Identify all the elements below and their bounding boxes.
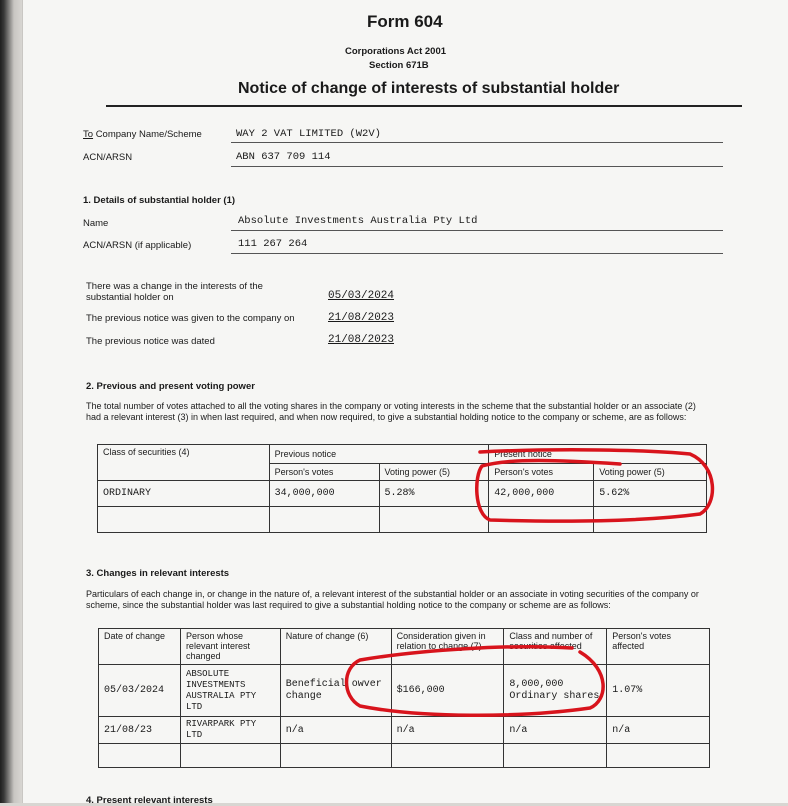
change-date-value: 05/03/2024 <box>328 290 395 302</box>
class-cell: ORDINARY <box>98 481 270 507</box>
section2-paragraph: The total number of votes attached to all the voting shares in the company or voting interests in the scheme that the substantial holder or an associate (2) had a relevant interest (3) in when last required, and when now required, to give a substantial holding notice to the company or scheme, are as follows: <box>86 401 696 422</box>
page-edge-shadow <box>0 0 22 803</box>
table-row <box>98 481 707 507</box>
holder-name-value: Absolute Investments Australia Pty Ltd <box>238 215 478 227</box>
form-number: Form 604 <box>367 12 443 31</box>
table-row-empty <box>98 507 707 533</box>
pres-votes-cell: 42,000,000 <box>489 481 594 507</box>
col-class-number-header: Class and number of securities affected <box>504 629 607 665</box>
acn-label: ACN/ARSN <box>83 152 133 163</box>
class-number-cell: 8,000,000 Ordinary shares <box>504 665 607 717</box>
to-label: To Company Name/Scheme <box>83 129 202 140</box>
document-page <box>22 0 788 806</box>
change-date-label: There was a change in the interests of the substantial holder on <box>86 281 263 303</box>
prev-power-cell: 5.28% <box>379 481 489 507</box>
prev-power-header: Voting power (5) <box>379 464 489 481</box>
changes-table <box>98 628 710 768</box>
col-person-header: Person whose relevant interest changed <box>180 629 280 665</box>
pres-votes-header: Person's votes <box>489 464 594 481</box>
voting-power-table <box>97 444 707 533</box>
col-consideration-header: Consideration given in relation to change (7) <box>391 629 504 665</box>
holder-name-line <box>231 230 723 231</box>
prev-votes-header: Person's votes <box>269 464 379 481</box>
col-nature-header: Nature of change (6) <box>280 629 391 665</box>
company-name-line <box>231 142 723 143</box>
section3-paragraph: Particulars of each change in, or change in the nature of, a relevant interest of the substantial holder or an associate in voting securities of the company or scheme, since the substantial holder was last required to give a substantial holding notice to the company or scheme are as follows: <box>86 589 699 610</box>
nature-cell: Beneficial owver change <box>280 665 391 717</box>
date-cell: 05/03/2024 <box>99 665 181 717</box>
class-number-cell: n/a <box>504 717 607 744</box>
acn-value: ABN 637 709 114 <box>236 151 331 163</box>
consideration-cell: n/a <box>391 717 504 744</box>
table-row <box>99 717 710 744</box>
person-cell: RIVARPARK PTY LTD <box>180 717 280 744</box>
acn-line <box>231 166 723 167</box>
holder-acn-line <box>231 253 723 254</box>
title-rule <box>106 105 742 107</box>
votes-affected-cell: n/a <box>607 717 710 744</box>
person-cell: ABSOLUTE INVESTMENTS AUSTRALIA PTY LTD <box>180 665 280 717</box>
prev-given-label: The previous notice was given to the company on <box>86 313 295 324</box>
col-votes-affected-header: Person's votes affected <box>607 629 710 665</box>
section2-heading: 2. Previous and present voting power <box>86 381 255 392</box>
votes-affected-cell: 1.07% <box>607 665 710 717</box>
section3-heading: 3. Changes in relevant interests <box>86 568 230 579</box>
section-ref: Section 671B <box>369 60 429 71</box>
table-row-empty <box>99 744 710 768</box>
pres-power-header: Voting power (5) <box>594 464 707 481</box>
table-row <box>99 665 710 717</box>
col-date-header: Date of change <box>99 629 181 665</box>
holder-acn-value: 111 267 264 <box>238 238 308 250</box>
prev-given-value: 21/08/2023 <box>328 312 395 324</box>
col-previous-header: Previous notice <box>269 445 489 464</box>
holder-acn-label: ACN/ARSN (if applicable) <box>83 240 192 251</box>
prev-dated-value: 21/08/2023 <box>328 334 395 346</box>
col-present-header: Present notice <box>489 445 707 464</box>
section4-heading: 4. Present relevant interests <box>86 795 213 806</box>
act-name: Corporations Act 2001 <box>345 46 447 57</box>
prev-dated-label: The previous notice was dated <box>86 336 215 347</box>
prev-votes-cell: 34,000,000 <box>269 481 379 507</box>
col-class-header: Class of securities (4) <box>98 445 270 481</box>
company-name-value: WAY 2 VAT LIMITED (W2V) <box>236 128 381 140</box>
pres-power-cell: 5.62% <box>594 481 707 507</box>
date-cell: 21/08/23 <box>99 717 181 744</box>
page-title: Notice of change of interests of substantial holder <box>238 80 620 97</box>
section1-heading: 1. Details of substantial holder (1) <box>83 195 236 206</box>
nature-cell: n/a <box>280 717 391 744</box>
consideration-cell: $166,000 <box>391 665 504 717</box>
holder-name-label: Name <box>83 218 109 229</box>
